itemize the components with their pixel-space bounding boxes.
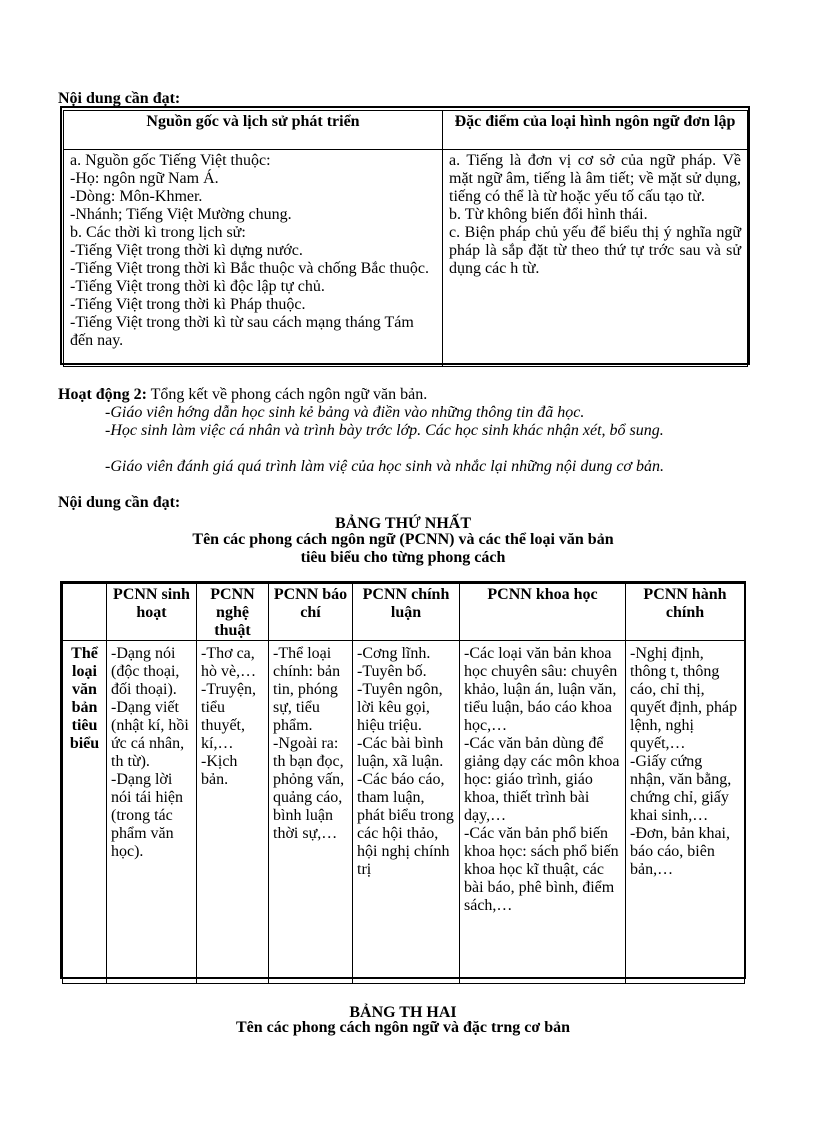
genre-item: -Ngoài ra: th bạn đọc, phỏng vấn, quảng cáo, bình luận thời sự,… — [273, 735, 345, 842]
origin-line: b. Các thời kì trong lịch sử: — [70, 224, 246, 241]
genre-item: -Giấy cứng nhận, văn bằng, chứng chỉ, giấy khai sinh,… — [630, 753, 732, 824]
genre-item: -Truyện, tiểu thuyết, kí,… — [201, 681, 256, 752]
genre-item: -Thể loại chính: bản tin, phóng sự, tiểu phẩm. — [273, 645, 341, 734]
table2-title: BẢNG THỨ NHẤT — [334, 515, 471, 532]
table1-origin-cell — [64, 150, 443, 367]
activity2-title: Tổng kết về phong cách ngôn ngữ văn bản. — [146, 386, 428, 403]
genre-item: -Dạng nói (độc thoại, đối thoại). — [111, 645, 180, 698]
table2-header-nghe-thuat: PCNN nghệ thuật — [197, 584, 269, 641]
table1-header-typology: Đặc điểm của loại hình ngôn ngữ đơn lập — [443, 111, 748, 150]
origin-typology-table — [63, 110, 748, 367]
cell-hanh-chinh — [626, 641, 745, 984]
genre-item: -Các bài bình luận, xã luận. — [357, 735, 444, 770]
table2-header-chinh-luan: PCNN chính luận — [353, 584, 460, 641]
table1-header-origin: Nguồn gốc và lịch sử phát triển — [64, 111, 443, 150]
origin-line: -Tiếng Việt trong thời kì Bắc thuộc và chống Bắc thuộc. — [70, 260, 429, 277]
origin-line: -Tiếng Việt trong thời kì độc lập tự chủ. — [70, 278, 325, 295]
table2-body-row — [63, 641, 745, 984]
genre-item: -Thơ ca, hò vè,… — [201, 645, 257, 680]
cell-chinh-luan — [353, 641, 460, 984]
cell-nghe-thuat — [197, 641, 269, 984]
genre-item: -Tuyên ngôn, lời kêu gọi, hiệu triệu. — [357, 681, 443, 734]
table2-row-header: Thể loại văn bản tiêu biểu — [63, 641, 107, 984]
table2-header-bao-chi: PCNN báo chí — [269, 584, 353, 641]
genre-item: -Các báo cáo, tham luận, phát biểu trong các hội thảo, hội nghị chính trị — [357, 771, 454, 878]
genre-item: -Dạng lời nói tái hiện (trong tác phẩm văn học). — [111, 771, 183, 860]
table2-header-sinh-hoat: PCNN sinh hoạt — [107, 584, 197, 641]
table3-title: BẢNG TH HAI — [349, 1004, 457, 1021]
genre-item: -Đơn, bản khai, báo cáo, biên bản,… — [630, 825, 730, 878]
section1-heading: Nội dung cần đạt: — [58, 90, 181, 107]
table2-header-corner — [63, 584, 107, 641]
typology-line: c. Biện pháp chủ yếu để biểu thị ý nghĩa ngữ pháp là sắp đặt từ theo thứ tự trớc sau và sử dụng các h từ. — [449, 224, 741, 277]
table1-header-row — [64, 111, 748, 150]
table2-header-khoa-hoc: PCNN khoa học — [460, 584, 626, 641]
cell-sinh-hoat — [107, 641, 197, 984]
origin-line: -Tiếng Việt trong thời kì dựng nước. — [70, 242, 303, 259]
activity2-line-2: -Học sinh làm việc cá nhân và trình bày trớc lớp. Các học sinh khác nhận xét, bổ sung. — [105, 422, 664, 439]
origin-line: -Nhánh; Tiếng Việt Mường chung. — [70, 206, 292, 223]
genre-item: -Các loại văn bản khoa học chuyên sâu: chuyên khảo, luận án, luận văn, tiểu luận, báo cáo khoa học,… — [464, 645, 618, 734]
origin-line: -Tiếng Việt trong thời kì từ sau cách mạng tháng Tám đến nay. — [70, 314, 414, 349]
table1-typology-cell — [443, 150, 748, 367]
table2-subtitle-1: Tên các phong cách ngôn ngữ (PCNN) và các thể loại văn bản — [192, 531, 614, 548]
cell-bao-chi — [269, 641, 353, 984]
activity2-paragraph — [58, 386, 758, 404]
typology-line: b. Từ không biến đổi hình thái. — [449, 206, 648, 223]
table3-subtitle: Tên các phong cách ngôn ngữ và đặc trng cơ bản — [235, 1019, 571, 1036]
activity2-line-1: -Giáo viên hớng dẫn học sinh kẻ bảng và điền vào những thông tin đã học. — [105, 404, 585, 421]
styles-genres-table — [62, 583, 745, 984]
origin-line: a. Nguồn gốc Tiếng Việt thuộc: — [70, 152, 271, 169]
origin-line: -Dòng: Môn-Khmer. — [70, 188, 203, 205]
activity2-line-3: -Giáo viên đánh giá quá trình làm việ của học sinh và nhắc lại những nội dung cơ bản. — [105, 458, 664, 475]
genre-item: -Kịch bản. — [201, 753, 238, 788]
origin-line: -Tiếng Việt trong thời kì Pháp thuộc. — [70, 296, 306, 313]
table2-subtitle-2: tiêu biểu cho từng phong cách — [300, 549, 506, 566]
origin-line: -Họ: ngôn ngữ Nam Á. — [70, 170, 219, 187]
table2-header-hanh-chinh: PCNN hành chính — [626, 584, 745, 641]
activity2-label: Hoạt động 2: — [58, 386, 147, 403]
genre-item: -Cơng lĩnh. — [357, 645, 431, 662]
typology-line: a. Tiếng là đơn vị cơ sở của ngữ pháp. Về mặt ngữ âm, tiếng là âm tiết; về mặt sử dụng, tiếng có thể là từ hoặc yếu tố cấu tạo từ. — [449, 152, 741, 205]
genre-item: -Các văn bản dùng để giảng dạy các môn khoa học: giáo trình, giáo khoa, thiết trình bài dạy,… — [464, 735, 620, 824]
genre-item: -Tuyên bố. — [357, 663, 427, 680]
genre-item: -Dạng viết (nhật kí, hồi ức cá nhân, th từ). — [111, 699, 189, 770]
table1-body-row — [64, 150, 748, 367]
table2-header-row — [63, 584, 745, 641]
section2-heading: Nội dung cần đạt: — [58, 494, 181, 511]
cell-khoa-hoc — [460, 641, 626, 984]
genre-item: -Nghị định, thông t, thông cáo, chỉ thị, quyết định, pháp lệnh, nghị quyết,… — [630, 645, 738, 752]
genre-item: -Các văn bản phổ biến khoa học: sách phổ biến khoa học kĩ thuật, các bài báo, phê bình, điểm sách,… — [464, 825, 619, 914]
